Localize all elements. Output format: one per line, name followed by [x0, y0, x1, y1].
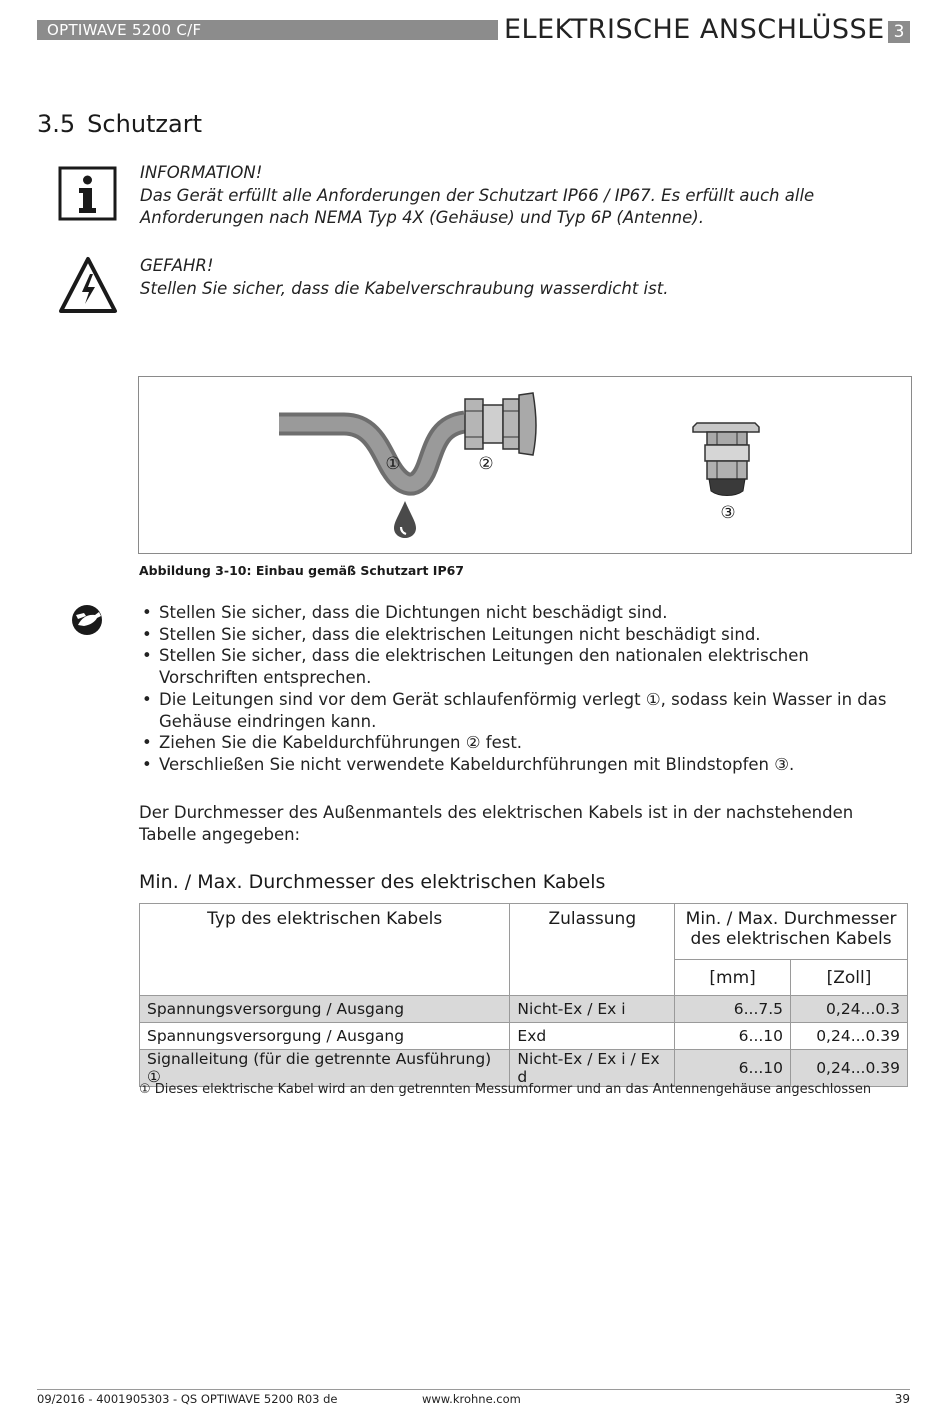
cell-type: Spannungsversorgung / Ausgang: [140, 1023, 510, 1050]
electrical-hazard-icon: [58, 256, 118, 314]
table-title: Min. / Max. Durchmesser des elektrischen Kabels: [139, 871, 606, 893]
table-row: [140, 1050, 908, 1087]
section-heading: [37, 110, 202, 138]
danger-heading: GEFAHR!: [140, 256, 214, 275]
instruction-item: • Ziehen Sie die Kabeldurchführungen ② fest.: [140, 732, 910, 754]
figure-marker-3: ③: [720, 503, 736, 523]
header-product: OPTIWAVE 5200 C/F: [47, 21, 202, 39]
cell-inch: 0,24...0.39: [791, 1023, 908, 1050]
figure-marker-1: ①: [385, 454, 401, 474]
table-row: [140, 996, 908, 1023]
header-cable-type: Typ des elektrischen Kabels: [140, 904, 510, 996]
info-icon: [58, 166, 118, 222]
danger-text: Stellen Sie sicher, dass die Kabelverschraubung wasserdicht ist.: [140, 279, 669, 298]
cell-inch: 0,24...0.3: [791, 996, 908, 1023]
cell-type: Spannungsversorgung / Ausgang: [140, 996, 510, 1023]
information-line-2: Anforderungen nach NEMA Typ 4X (Gehäuse) und Typ 6P (Antenne).: [140, 208, 704, 227]
header-approval: Zulassung: [510, 904, 675, 996]
cell-approval: Exd: [510, 1023, 675, 1050]
chapter-badge: 3: [888, 21, 910, 43]
instruction-item: • Verschließen Sie nicht verwendete Kabeldurchführungen mit Blindstopfen ③.: [140, 754, 910, 776]
footer-rule: [37, 1389, 910, 1390]
instruction-item: • Die Leitungen sind vor dem Gerät schlaufenförmig verlegt ①, sodass kein Wasser in das Gehäuse eindringen kann.: [140, 689, 910, 732]
figure-marker-2: ②: [478, 454, 494, 474]
cell-approval: Nicht-Ex / Ex i: [510, 996, 675, 1023]
header-product-bar: [37, 20, 498, 40]
diameter-paragraph: Der Durchmesser des Außenmantels des elektrischen Kabels ist in der nachstehenden Tabelle angegeben:: [139, 803, 854, 844]
header-inch: [Zoll]: [791, 960, 908, 996]
section-title: Schutzart: [87, 110, 203, 138]
cell-mm: 6...10: [675, 1050, 791, 1087]
footer-doc-id: 09/2016 - 4001905303 - QS OPTIWAVE 5200 R03 de: [37, 1392, 338, 1406]
table-footnote: ① Dieses elektrische Kabel wird an den getrennten Messumformer und an das Antennengehäuse angeschlossen: [139, 1082, 872, 1097]
instruction-item: • Stellen Sie sicher, dass die elektrischen Leitungen nicht beschädigt sind.: [140, 624, 910, 646]
instruction-item: • Stellen Sie sicher, dass die Dichtungen nicht beschädigt sind.: [140, 602, 910, 624]
hand-wrench-icon: [68, 603, 108, 637]
header-mm: [mm]: [675, 960, 791, 996]
table-row: [140, 1023, 908, 1050]
section-number: 3.5: [37, 110, 76, 138]
cell-inch: 0,24...0.39: [791, 1050, 908, 1087]
instruction-list: [140, 602, 910, 776]
instruction-item: • Stellen Sie sicher, dass die elektrischen Leitungen den nationalen elektrischen Vorschriften entsprechen.: [140, 645, 910, 688]
cell-mm: 6...7.5: [675, 996, 791, 1023]
cell-type: Signalleitung (für die getrennte Ausführung) ①: [140, 1050, 510, 1087]
ip67-installation-figure: [139, 377, 911, 553]
cell-approval: Nicht-Ex / Ex i / Ex d: [510, 1050, 675, 1087]
page-number: 39: [894, 1392, 910, 1406]
cell-mm: 6...10: [675, 1023, 791, 1050]
header-diameter: Min. / Max. Durchmesser des elektrischen Kabels: [675, 904, 908, 960]
footer-url[interactable]: www.krohne.com: [422, 1392, 521, 1406]
figure-caption: Abbildung 3-10: Einbau gemäß Schutzart IP67: [139, 563, 464, 578]
information-heading: INFORMATION!: [140, 163, 263, 182]
information-line-1: Das Gerät erfüllt alle Anforderungen der Schutzart IP66 / IP67. Es erfüllt auch alle: [140, 186, 815, 205]
cable-diameter-table: [139, 903, 908, 1087]
chapter-title: ELEKTRISCHE ANSCHLÜSSE: [504, 14, 885, 45]
